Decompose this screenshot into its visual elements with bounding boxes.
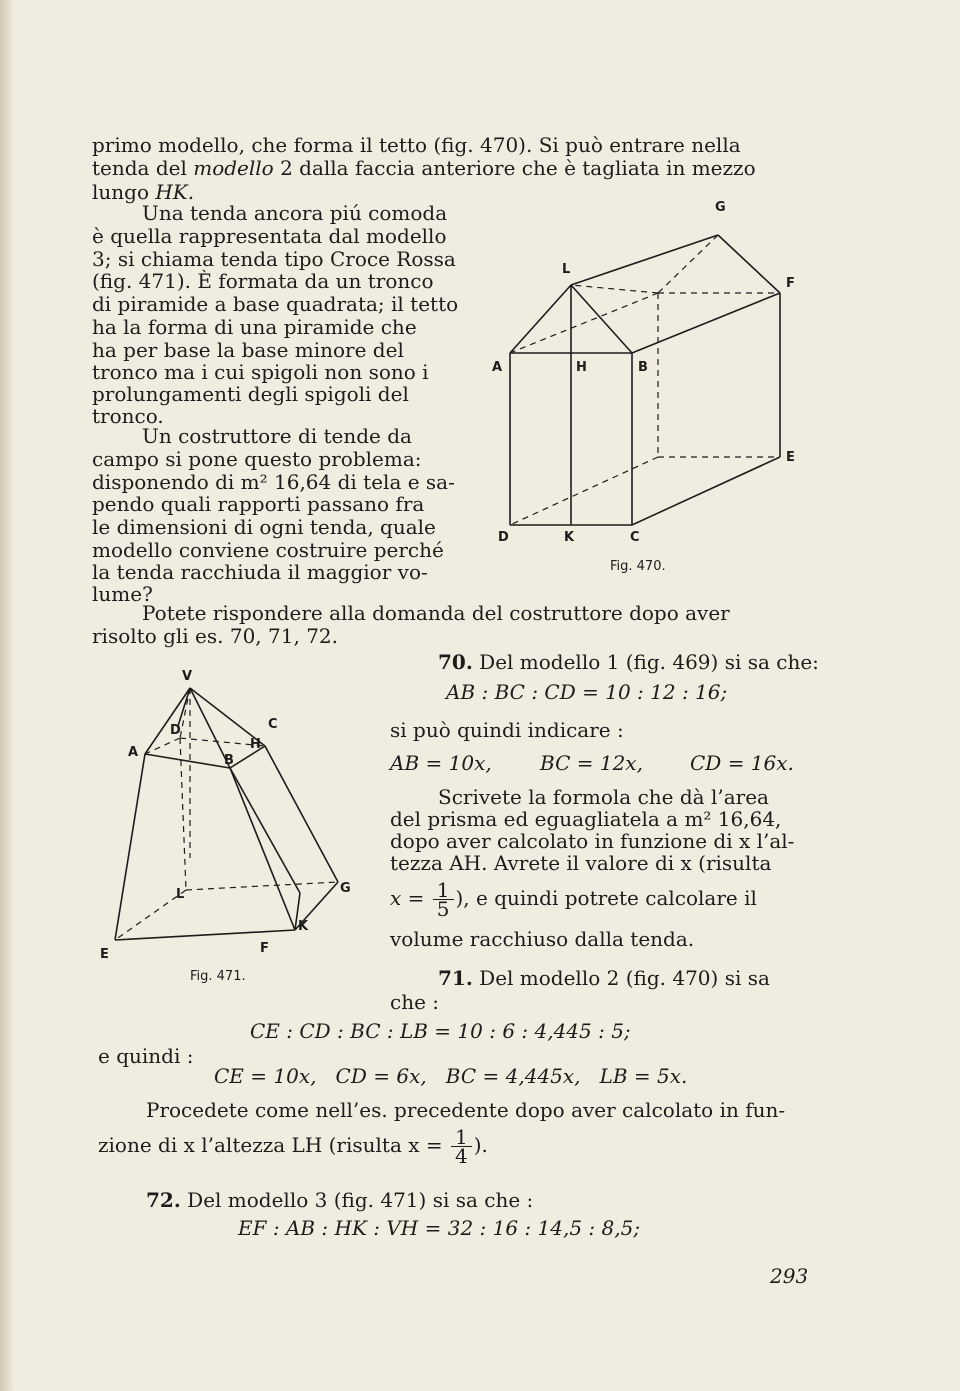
text-line: tezza AH. Avrete il valore di x (risulta bbox=[390, 851, 772, 875]
fig471-label: E bbox=[100, 947, 109, 962]
exercise-number: 72. bbox=[146, 1188, 181, 1212]
fig-471-diagram bbox=[100, 668, 360, 968]
text-line: volume racchiuso dalla tenda. bbox=[390, 927, 695, 951]
equation: EF : AB : HK : VH = 32 : 16 : 14,5 : 8,5; bbox=[238, 1216, 641, 1240]
equation: AB = 10x, bbox=[390, 751, 492, 775]
text-line: che : bbox=[390, 990, 440, 1014]
text-line: Una tenda ancora piú comoda bbox=[142, 201, 448, 225]
text-line: lume? bbox=[92, 582, 153, 606]
fig470-label: B bbox=[638, 360, 648, 375]
text-line: tronco. bbox=[92, 404, 164, 428]
fig-471-caption: Fig. 471. bbox=[190, 969, 246, 984]
text-line: e quindi : bbox=[98, 1044, 194, 1068]
fig470-label: H bbox=[576, 360, 587, 375]
fig471-label: B bbox=[224, 753, 234, 768]
text-line: dopo aver calcolato in funzione di x l’al- bbox=[390, 829, 795, 853]
exercise-71-heading bbox=[438, 967, 770, 989]
text-line bbox=[92, 157, 756, 179]
text-span: zione di x l’altezza LH (risulta x = bbox=[98, 1133, 443, 1157]
text-line bbox=[92, 181, 194, 203]
fig471-label: K bbox=[298, 919, 309, 934]
text-span: ), e quindi potrete calcolare il bbox=[455, 886, 757, 910]
equation: CE = 10x, CD = 6x, BC = 4,445x, LB = 5x. bbox=[214, 1064, 688, 1088]
fig470-label: F bbox=[786, 276, 795, 291]
exercise-70-heading bbox=[438, 651, 819, 673]
text-line: disponendo di m² 16,64 di tela e sa- bbox=[92, 470, 455, 494]
fraction-numerator: 1 bbox=[433, 881, 454, 900]
text-span: x = bbox=[390, 886, 425, 910]
text-line: di piramide a base quadrata; il tetto bbox=[92, 292, 459, 316]
fig-470-caption: Fig. 470. bbox=[610, 559, 666, 574]
text-span: tenda del bbox=[92, 156, 194, 180]
text-span-italic: modello bbox=[193, 156, 274, 180]
text-line: Potete rispondere alla domanda del costruttore dopo aver bbox=[142, 601, 730, 625]
text-line: primo modello, che forma il tetto (fig. 470). Si può entrare nella bbox=[92, 133, 741, 157]
fig471-label: G bbox=[340, 881, 351, 896]
text-line: è quella rappresentata dal modello bbox=[92, 224, 447, 248]
fig471-label: D bbox=[170, 723, 181, 738]
fig470-label: D bbox=[498, 530, 509, 545]
fig471-label: H bbox=[250, 737, 261, 752]
fig471-label: V bbox=[182, 669, 193, 684]
fig470-label: G bbox=[715, 200, 726, 215]
text-line: la tenda racchiuda il maggior vo- bbox=[92, 560, 428, 584]
fig470-label: L bbox=[562, 262, 571, 277]
exercise-number: 71. bbox=[438, 966, 473, 990]
text-span: ). bbox=[473, 1133, 488, 1157]
text-span: 2 dalla faccia anteriore che è tagliata in mezzo bbox=[273, 156, 756, 180]
equation: CE : CD : BC : LB = 10 : 6 : 4,445 : 5; bbox=[250, 1019, 631, 1043]
fig471-label: C bbox=[268, 717, 278, 732]
fraction-denominator: 4 bbox=[455, 1144, 468, 1168]
fraction-numerator: 1 bbox=[451, 1128, 472, 1147]
text-span: Del modello 1 (fig. 469) si sa che: bbox=[479, 650, 819, 674]
text-line: le dimensioni di ogni tenda, quale bbox=[92, 515, 436, 539]
text-line bbox=[390, 878, 757, 921]
fig470-label: E bbox=[786, 450, 795, 465]
text-span: Del modello 2 (fig. 470) si sa bbox=[479, 966, 770, 990]
fig470-label: K bbox=[564, 530, 575, 545]
fig-470-diagram bbox=[490, 195, 810, 565]
text-line bbox=[98, 1125, 488, 1168]
fig470-label: C bbox=[630, 530, 640, 545]
text-line: (fig. 471). È formata da un tronco bbox=[92, 269, 434, 293]
text-span: lungo bbox=[92, 180, 156, 204]
fraction bbox=[433, 878, 454, 921]
text-line: risolto gli es. 70, 71, 72. bbox=[92, 624, 338, 648]
text-line: Procedete come nell’es. precedente dopo aver calcolato in fun- bbox=[146, 1098, 786, 1122]
equation: CD = 16x. bbox=[690, 751, 794, 775]
fraction-denominator: 5 bbox=[436, 897, 450, 921]
exercise-number: 70. bbox=[438, 650, 473, 674]
fig471-label: F bbox=[260, 941, 269, 956]
text-span-italic: HK. bbox=[155, 180, 195, 204]
text-line: campo si pone questo problema: bbox=[92, 447, 422, 471]
text-line: pendo quali rapporti passano fra bbox=[92, 492, 425, 516]
fig471-label: L bbox=[176, 887, 185, 902]
text-line: ha la forma di una piramide che bbox=[92, 315, 417, 339]
text-line: 3; si chiama tenda tipo Croce Rossa bbox=[92, 247, 456, 271]
exercise-72-heading bbox=[146, 1189, 533, 1211]
text-line: tronco ma i cui spigoli non sono i bbox=[92, 360, 429, 384]
text-span: Del modello 3 (fig. 471) si sa che : bbox=[187, 1188, 534, 1212]
text-line: del prisma ed eguagliatela a m² 16,64, bbox=[390, 807, 782, 831]
text-line: si può quindi indicare : bbox=[390, 718, 624, 742]
fraction bbox=[451, 1125, 472, 1168]
equation: BC = 12x, bbox=[540, 751, 643, 775]
fig471-label: A bbox=[128, 745, 139, 760]
text-line: ha per base la base minore del bbox=[92, 338, 404, 362]
fig470-label: A bbox=[492, 360, 503, 375]
text-line: Scrivete la formola che dà l’area bbox=[438, 785, 769, 809]
page-edge-shadow bbox=[0, 0, 14, 1391]
equation: AB : BC : CD = 10 : 12 : 16; bbox=[446, 680, 728, 704]
text-line: prolungamenti degli spigoli del bbox=[92, 382, 409, 406]
text-line: modello conviene costruire perché bbox=[92, 538, 444, 562]
page-number: 293 bbox=[770, 1264, 809, 1288]
text-line: Un costruttore di tende da bbox=[142, 424, 412, 448]
